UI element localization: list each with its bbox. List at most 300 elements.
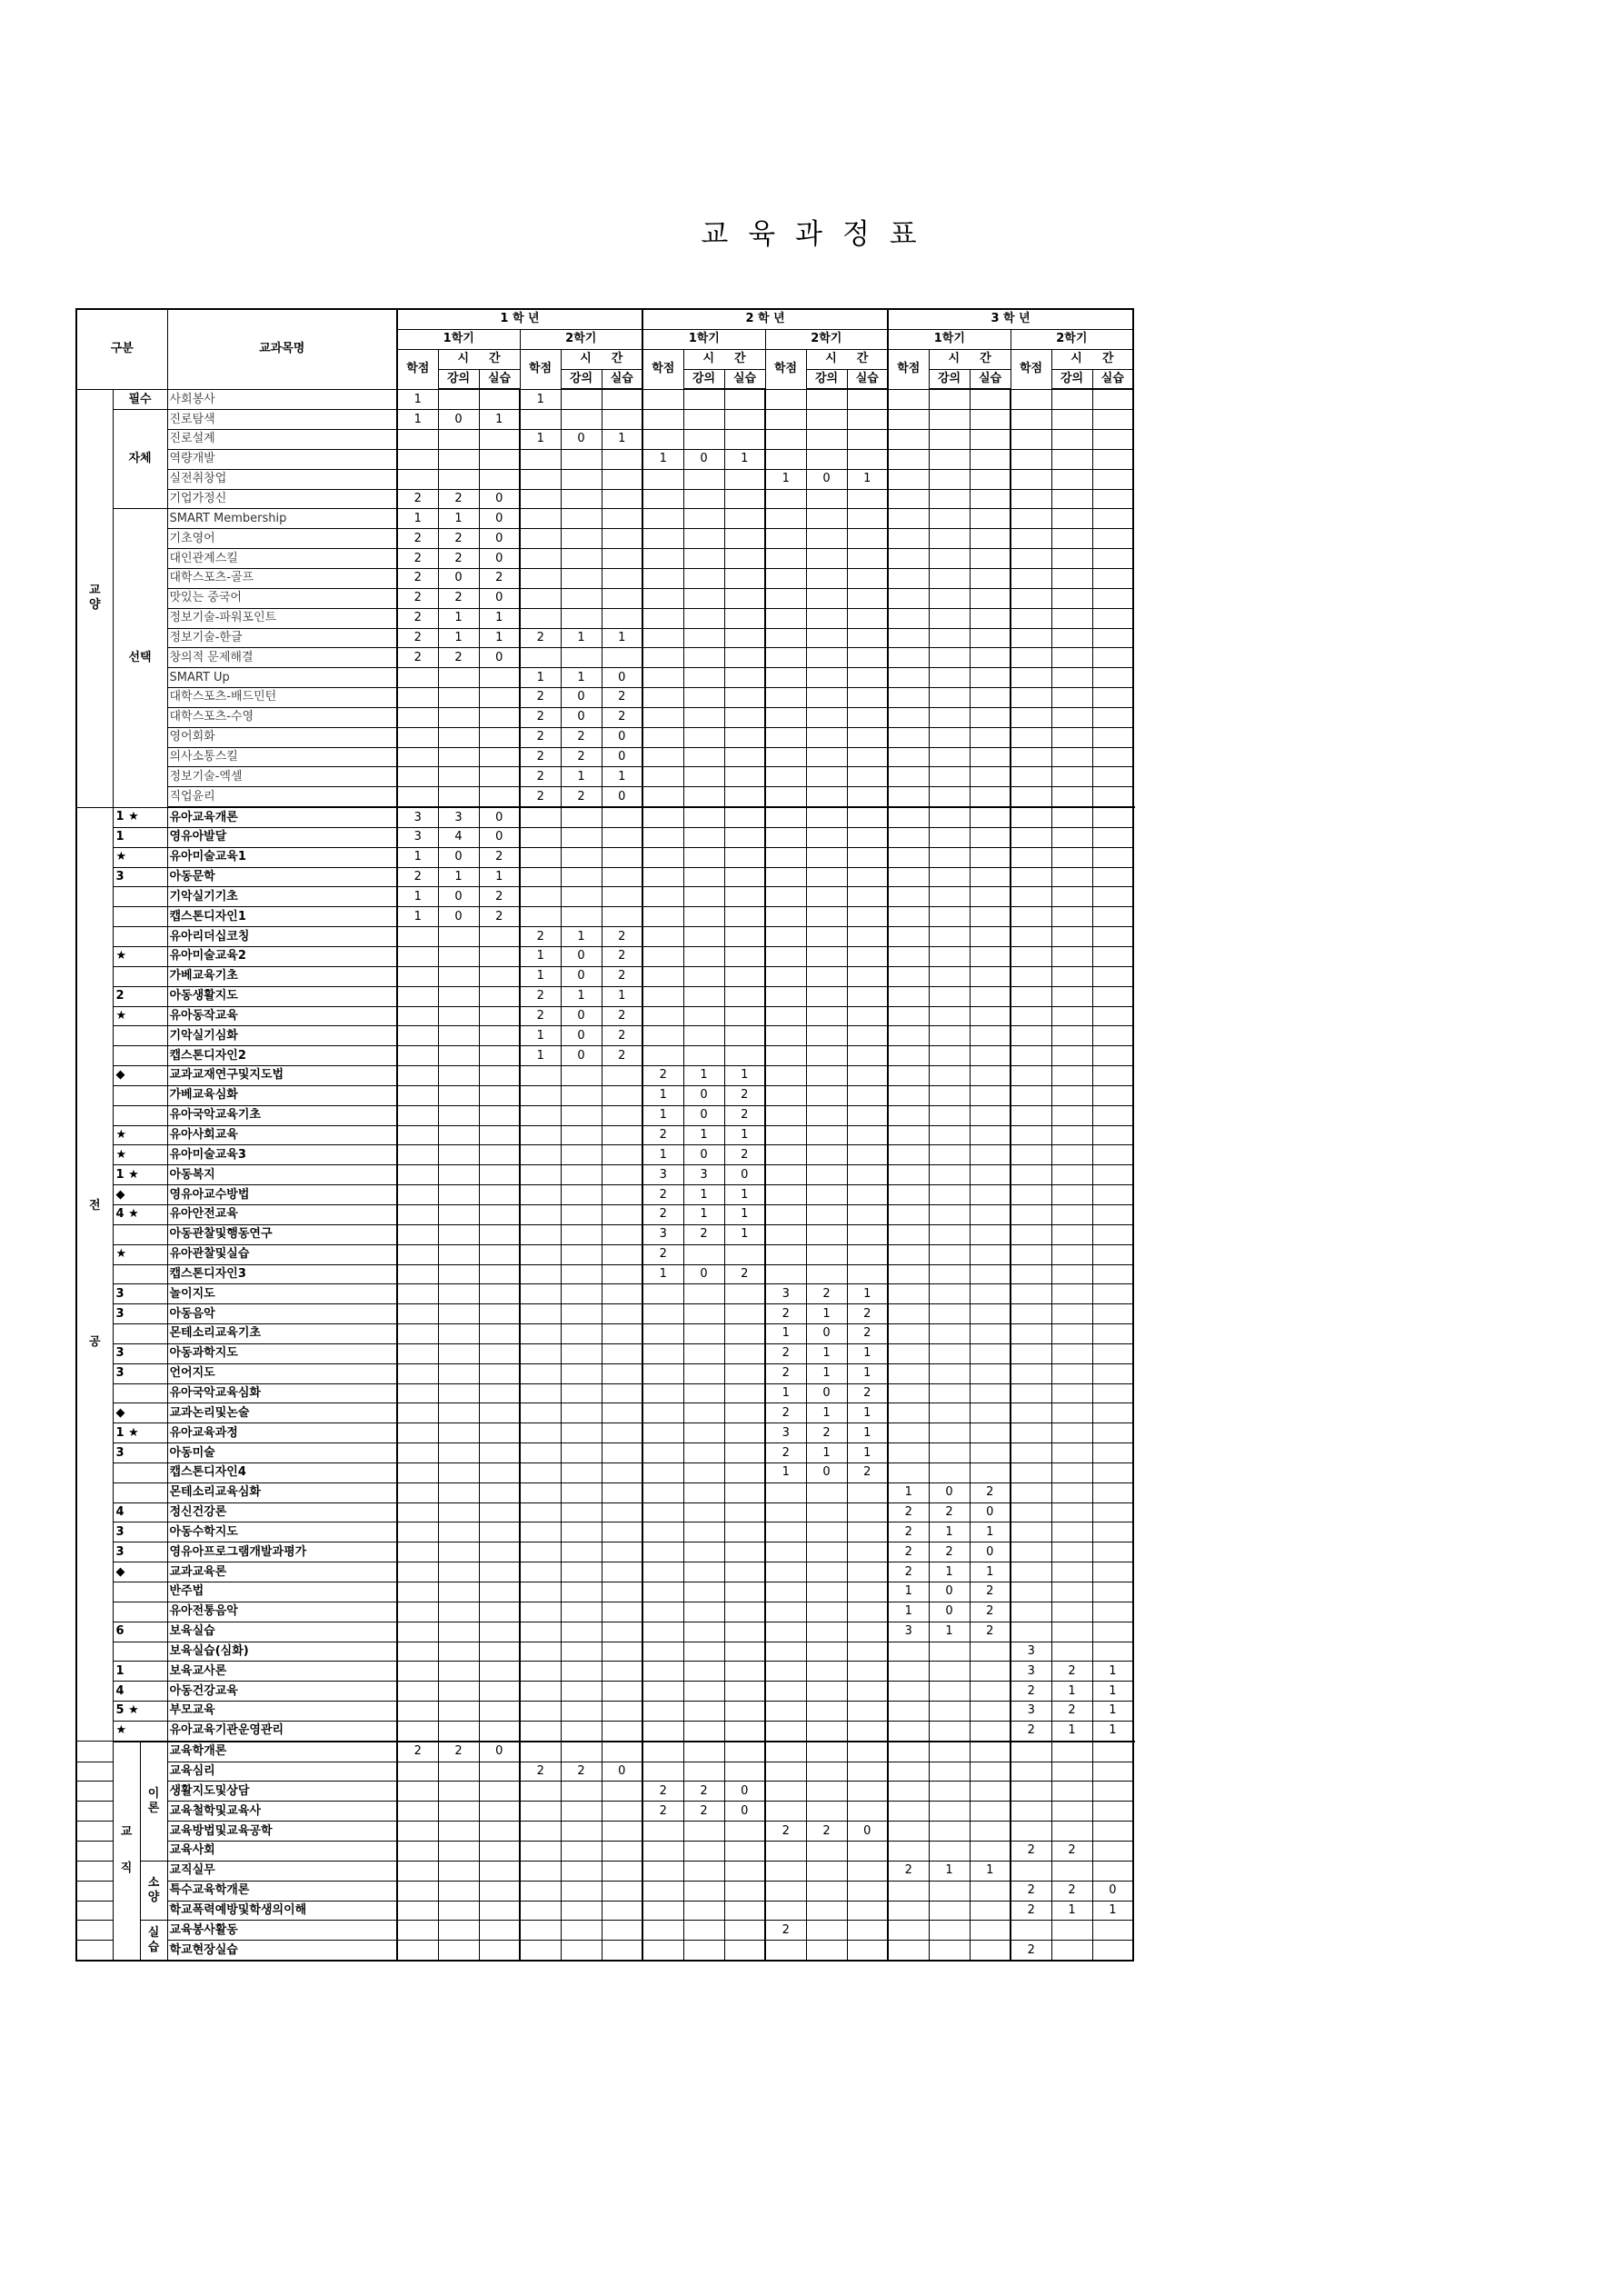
value-cell	[929, 1443, 970, 1463]
value-cell	[929, 1324, 970, 1344]
value-cell	[970, 907, 1011, 927]
value-cell	[1011, 1363, 1051, 1383]
value-cell	[602, 1861, 642, 1881]
value-cell: 2	[1051, 1662, 1092, 1682]
value-cell: 2	[397, 489, 438, 509]
value-cell	[1051, 867, 1092, 887]
header-practice: 실습	[847, 369, 888, 389]
value-cell	[1092, 1006, 1133, 1026]
value-cell: 0	[724, 1782, 765, 1802]
value-cell	[724, 588, 765, 608]
value-cell	[602, 1782, 642, 1802]
value-cell	[683, 1006, 724, 1026]
value-cell	[806, 927, 847, 947]
value-cell	[1051, 1443, 1092, 1463]
value-cell: 0	[806, 1383, 847, 1403]
value-cell	[888, 1204, 929, 1224]
value-cell	[397, 1881, 438, 1901]
subject-name: 캡스톤디자인2	[167, 1046, 397, 1066]
value-cell	[1051, 628, 1092, 648]
mark	[113, 1582, 167, 1602]
value-cell	[520, 509, 561, 529]
value-cell	[847, 1802, 888, 1822]
table-row	[76, 827, 1133, 847]
value-cell	[847, 847, 888, 867]
value-cell	[724, 568, 765, 588]
value-cell: 2	[765, 1403, 806, 1423]
value-cell: 2	[438, 648, 479, 668]
header-lecture: 강의	[806, 369, 847, 389]
value-cell	[397, 1542, 438, 1562]
value-cell	[724, 1941, 765, 1961]
value-cell	[1011, 608, 1051, 628]
value-cell	[765, 1702, 806, 1722]
value-cell	[438, 1502, 479, 1522]
value-cell	[602, 1702, 642, 1722]
value-cell	[602, 1165, 642, 1185]
value-cell	[806, 608, 847, 628]
value-cell	[724, 1861, 765, 1881]
value-cell	[1092, 867, 1133, 887]
value-cell	[561, 509, 602, 529]
value-cell	[847, 1682, 888, 1702]
value-cell	[561, 1822, 602, 1842]
subject-name: 정신건강론	[167, 1502, 397, 1522]
value-cell	[888, 1462, 929, 1482]
value-cell	[561, 389, 602, 409]
value-cell	[1051, 1105, 1092, 1125]
value-cell	[1011, 927, 1051, 947]
value-cell	[847, 1165, 888, 1185]
value-cell	[683, 1542, 724, 1562]
value-cell	[1092, 727, 1133, 747]
value-cell	[888, 887, 929, 907]
value-cell	[970, 1264, 1011, 1284]
value-cell	[397, 1085, 438, 1105]
value-cell	[1051, 1462, 1092, 1482]
value-cell	[642, 1006, 683, 1026]
header-time-si: 시	[948, 352, 961, 366]
value-cell	[765, 628, 806, 648]
value-cell	[602, 1921, 642, 1941]
value-cell	[1092, 1822, 1133, 1842]
value-cell	[397, 767, 438, 787]
value-cell	[970, 469, 1011, 489]
value-cell	[1011, 727, 1051, 747]
value-cell	[929, 1026, 970, 1046]
value-cell	[765, 1542, 806, 1562]
value-cell	[1092, 1165, 1133, 1185]
value-cell: 1	[561, 767, 602, 787]
value-cell	[847, 1224, 888, 1244]
value-cell	[888, 529, 929, 549]
value-cell: 1	[479, 410, 520, 430]
value-cell	[397, 1582, 438, 1602]
value-cell	[438, 1105, 479, 1125]
value-cell	[683, 1423, 724, 1443]
value-cell	[724, 1343, 765, 1363]
subject-name: 캡스톤디자인3	[167, 1264, 397, 1284]
value-cell	[642, 1682, 683, 1702]
value-cell	[438, 1085, 479, 1105]
value-cell	[724, 1046, 765, 1066]
value-cell	[929, 1721, 970, 1741]
value-cell	[724, 608, 765, 628]
value-cell	[397, 1602, 438, 1622]
value-cell	[642, 1542, 683, 1562]
value-cell	[724, 1841, 765, 1861]
value-cell	[1092, 927, 1133, 947]
value-cell	[642, 1562, 683, 1582]
value-cell	[1051, 648, 1092, 668]
value-cell	[970, 1145, 1011, 1165]
subject-name: 직업윤리	[167, 787, 397, 807]
value-cell	[1051, 747, 1092, 767]
table-row	[76, 966, 1133, 986]
value-cell	[929, 727, 970, 747]
subject-name: 유아교육개론	[167, 807, 397, 827]
value-cell	[602, 568, 642, 588]
table-row	[76, 1284, 1133, 1304]
value-cell	[602, 1662, 642, 1682]
header-time-gan: 간	[856, 352, 869, 366]
subject-name: 생활지도및상담	[167, 1782, 397, 1802]
value-cell	[561, 1802, 602, 1822]
value-cell	[602, 907, 642, 927]
value-cell	[1011, 1185, 1051, 1205]
table-row	[76, 1901, 1133, 1921]
value-cell	[888, 449, 929, 469]
value-cell	[1092, 1244, 1133, 1264]
value-cell	[970, 389, 1011, 409]
value-cell: 1	[561, 668, 602, 688]
value-cell	[888, 807, 929, 827]
value-cell: 1	[724, 449, 765, 469]
value-cell	[847, 1602, 888, 1622]
value-cell	[847, 707, 888, 727]
value-cell: 1	[970, 1522, 1011, 1542]
value-cell: 2	[438, 1742, 479, 1762]
value-cell	[642, 807, 683, 827]
value-cell	[1051, 549, 1092, 569]
value-cell	[642, 608, 683, 628]
mark: 3	[113, 1363, 167, 1383]
value-cell	[847, 827, 888, 847]
value-cell	[438, 1721, 479, 1741]
value-cell: 1	[642, 449, 683, 469]
value-cell	[602, 588, 642, 608]
subject-name: 영유아발달	[167, 827, 397, 847]
value-cell	[602, 1085, 642, 1105]
value-cell: 2	[1051, 1881, 1092, 1901]
value-cell	[1011, 1542, 1051, 1562]
value-cell	[520, 1901, 561, 1921]
value-cell: 2	[520, 986, 561, 1006]
value-cell	[1011, 1622, 1051, 1642]
value-cell	[970, 747, 1011, 767]
value-cell	[520, 847, 561, 867]
value-cell	[397, 1264, 438, 1284]
mark	[113, 1046, 167, 1066]
value-cell: 2	[724, 1145, 765, 1165]
value-cell	[888, 469, 929, 489]
value-cell	[397, 1482, 438, 1502]
value-cell	[520, 807, 561, 827]
value-cell	[1011, 1284, 1051, 1304]
value-cell	[1092, 1462, 1133, 1482]
value-cell	[765, 847, 806, 867]
value-cell	[724, 668, 765, 688]
value-cell: 2	[397, 628, 438, 648]
value-cell	[1051, 927, 1092, 947]
value-cell	[929, 449, 970, 469]
value-cell	[397, 449, 438, 469]
value-cell	[765, 410, 806, 430]
group-blank	[76, 1841, 113, 1861]
value-cell	[970, 1901, 1011, 1921]
value-cell	[1011, 787, 1051, 807]
value-cell: 0	[602, 787, 642, 807]
value-cell	[642, 1702, 683, 1722]
value-cell	[602, 1244, 642, 1264]
value-cell	[724, 1284, 765, 1304]
value-cell: 1	[438, 509, 479, 529]
value-cell: 1	[765, 1324, 806, 1344]
value-cell	[765, 688, 806, 708]
value-cell	[806, 648, 847, 668]
value-cell	[765, 1046, 806, 1066]
value-cell	[806, 1841, 847, 1861]
value-cell: 0	[561, 430, 602, 450]
value-cell	[1011, 410, 1051, 430]
subject-name: 교과교육론	[167, 1562, 397, 1582]
value-cell	[970, 1642, 1011, 1662]
value-cell	[1051, 430, 1092, 450]
value-cell: 1	[561, 628, 602, 648]
group-blank	[76, 1921, 113, 1941]
header-time-gan: 간	[1101, 352, 1114, 366]
value-cell	[397, 1383, 438, 1403]
value-cell	[397, 1562, 438, 1582]
value-cell	[888, 1662, 929, 1682]
subject-name: 대학스포츠-배드민턴	[167, 688, 397, 708]
table-row	[76, 410, 1133, 430]
value-cell	[724, 1602, 765, 1622]
value-cell	[520, 1423, 561, 1443]
value-cell	[642, 469, 683, 489]
value-cell	[806, 707, 847, 727]
value-cell	[847, 1622, 888, 1642]
value-cell: 2	[642, 1782, 683, 1802]
value-cell	[806, 588, 847, 608]
table-row	[76, 1046, 1133, 1066]
value-cell: 2	[397, 608, 438, 628]
value-cell	[1051, 1482, 1092, 1502]
value-cell: 1	[642, 1105, 683, 1125]
value-cell	[479, 1423, 520, 1443]
header-time-si: 시	[702, 352, 715, 366]
value-cell	[929, 1383, 970, 1403]
value-cell	[724, 747, 765, 767]
value-cell	[929, 947, 970, 967]
value-cell	[438, 668, 479, 688]
value-cell: 0	[602, 668, 642, 688]
value-cell	[806, 568, 847, 588]
mark: 3	[113, 1343, 167, 1363]
value-cell	[724, 1403, 765, 1423]
table-row	[76, 1363, 1133, 1383]
value-cell	[929, 628, 970, 648]
value-cell: 1	[602, 628, 642, 648]
value-cell: 2	[642, 1066, 683, 1086]
value-cell	[1051, 1185, 1092, 1205]
subject-name: 진로설계	[167, 430, 397, 450]
value-cell	[765, 1244, 806, 1264]
value-cell	[602, 1324, 642, 1344]
value-cell	[847, 1145, 888, 1165]
value-cell	[765, 827, 806, 847]
value-cell	[479, 1066, 520, 1086]
value-cell	[765, 707, 806, 727]
value-cell	[642, 1941, 683, 1961]
value-cell	[724, 1304, 765, 1324]
value-cell	[765, 867, 806, 887]
value-cell	[1051, 1284, 1092, 1304]
value-cell	[397, 1204, 438, 1224]
value-cell	[479, 1462, 520, 1482]
value-cell	[602, 827, 642, 847]
value-cell	[642, 1822, 683, 1842]
value-cell	[520, 1602, 561, 1622]
value-cell	[888, 1383, 929, 1403]
value-cell	[765, 568, 806, 588]
value-cell	[1011, 1921, 1051, 1941]
value-cell	[765, 1841, 806, 1861]
header-semester: 2학기	[1011, 329, 1133, 349]
value-cell	[602, 887, 642, 907]
value-cell	[602, 1145, 642, 1165]
value-cell	[888, 1941, 929, 1961]
value-cell	[520, 1522, 561, 1542]
value-cell	[847, 1582, 888, 1602]
value-cell	[888, 747, 929, 767]
value-cell	[438, 1921, 479, 1941]
mark	[113, 1026, 167, 1046]
value-cell	[561, 1462, 602, 1482]
value-cell: 2	[520, 707, 561, 727]
value-cell: 3	[1011, 1642, 1051, 1662]
value-cell	[397, 1105, 438, 1125]
value-cell: 2	[642, 1204, 683, 1224]
value-cell	[1011, 1861, 1051, 1881]
value-cell	[806, 1542, 847, 1562]
value-cell	[683, 1582, 724, 1602]
value-cell	[1011, 688, 1051, 708]
value-cell	[888, 1125, 929, 1145]
value-cell	[642, 927, 683, 947]
value-cell: 1	[765, 1462, 806, 1482]
value-cell	[970, 1085, 1011, 1105]
value-cell: 1	[520, 389, 561, 409]
value-cell	[970, 1921, 1011, 1941]
value-cell	[724, 389, 765, 409]
value-cell	[683, 787, 724, 807]
value-cell	[929, 1762, 970, 1782]
header-year: 3 학 년	[888, 309, 1133, 329]
value-cell	[1092, 707, 1133, 727]
value-cell: 3	[683, 1165, 724, 1185]
value-cell	[397, 787, 438, 807]
value-cell: 2	[806, 1822, 847, 1842]
subject-name: 몬테소리교육기초	[167, 1324, 397, 1344]
value-cell	[1092, 688, 1133, 708]
value-cell	[397, 1443, 438, 1463]
value-cell: 1	[847, 1423, 888, 1443]
table-row	[76, 887, 1133, 907]
subject-name: 실전취창업	[167, 469, 397, 489]
value-cell	[1011, 1304, 1051, 1324]
subject-name: 보육실습(심화)	[167, 1642, 397, 1662]
value-cell: 1	[888, 1582, 929, 1602]
subject-name: 기초영어	[167, 529, 397, 549]
header-credit: 학점	[1011, 349, 1051, 389]
value-cell: 0	[806, 1462, 847, 1482]
subject-name: SMART Membership	[167, 509, 397, 529]
value-cell	[479, 449, 520, 469]
value-cell	[479, 1522, 520, 1542]
table-row	[76, 1602, 1133, 1622]
value-cell: 1	[806, 1363, 847, 1383]
value-cell	[683, 767, 724, 787]
value-cell	[806, 668, 847, 688]
value-cell	[806, 947, 847, 967]
value-cell	[806, 1125, 847, 1145]
value-cell	[642, 549, 683, 569]
value-cell	[561, 1105, 602, 1125]
value-cell	[438, 1622, 479, 1642]
value-cell	[520, 907, 561, 927]
group-practicum: 실 습	[140, 1921, 167, 1961]
table-row	[76, 1622, 1133, 1642]
value-cell	[1051, 1582, 1092, 1602]
value-cell	[479, 1284, 520, 1304]
group-blank	[76, 1782, 113, 1802]
value-cell	[479, 707, 520, 727]
value-cell	[929, 966, 970, 986]
header-time	[438, 349, 520, 369]
value-cell	[1011, 588, 1051, 608]
value-cell	[1011, 1383, 1051, 1403]
value-cell: 0	[683, 1105, 724, 1125]
value-cell	[1051, 887, 1092, 907]
subject-name: 교육학개론	[167, 1742, 397, 1762]
value-cell	[1011, 389, 1051, 409]
value-cell	[561, 1662, 602, 1682]
value-cell	[438, 1522, 479, 1542]
value-cell	[765, 1026, 806, 1046]
value-cell	[683, 1343, 724, 1363]
mark	[113, 1264, 167, 1284]
value-cell	[397, 1185, 438, 1205]
value-cell	[683, 648, 724, 668]
value-cell: 1	[561, 986, 602, 1006]
value-cell	[847, 588, 888, 608]
value-cell	[602, 549, 642, 569]
value-cell	[1092, 1304, 1133, 1324]
value-cell	[561, 1304, 602, 1324]
value-cell	[642, 1284, 683, 1304]
value-cell: 2	[479, 568, 520, 588]
